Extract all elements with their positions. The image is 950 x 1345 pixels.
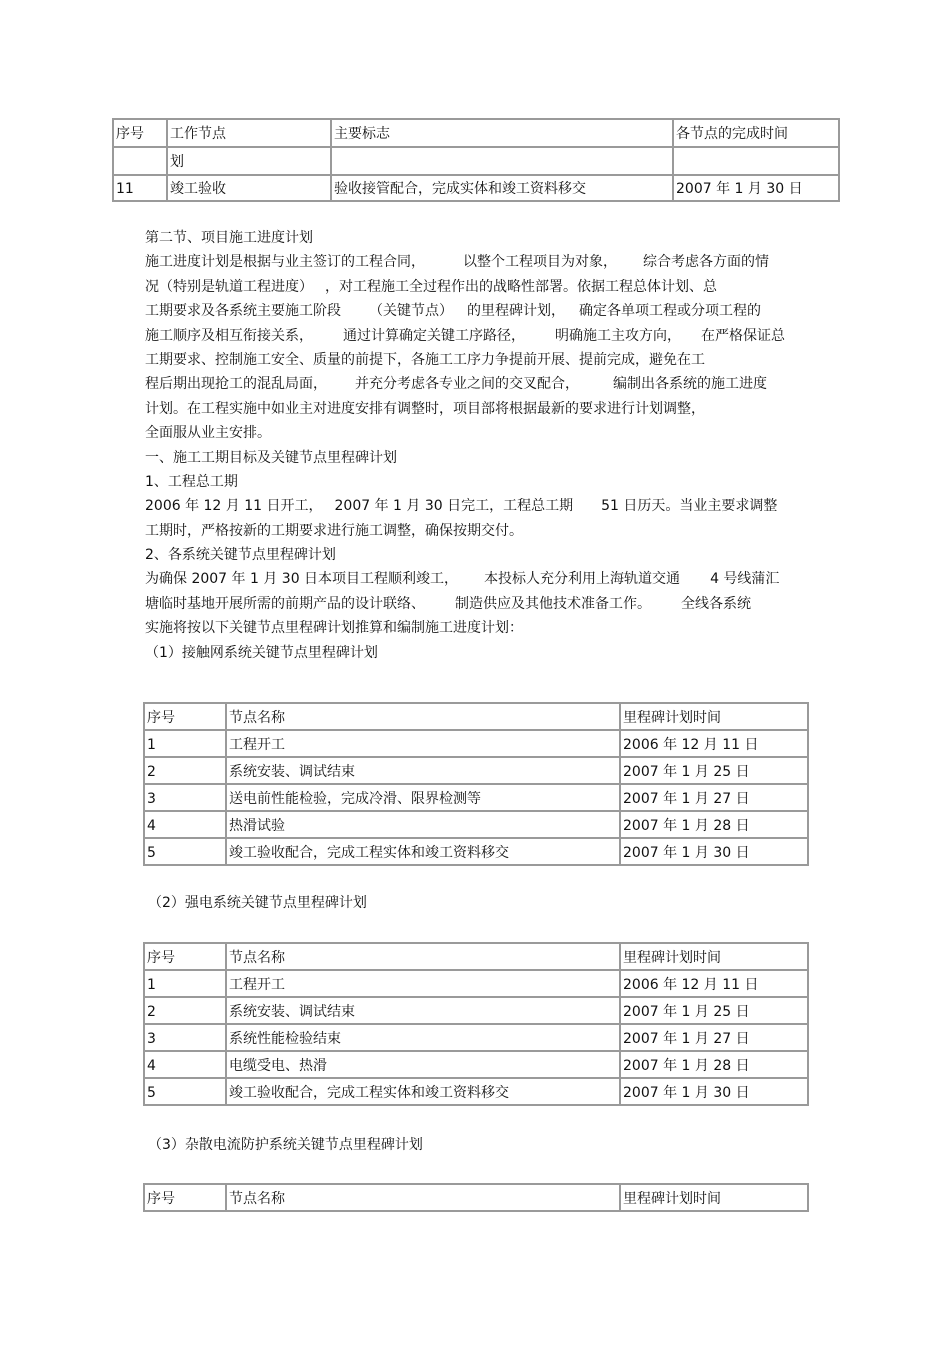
table-cell: 系统性能检验结束 (226, 1024, 620, 1051)
table-header-cell: 各节点的完成时间 (673, 119, 839, 147)
table-cell (331, 147, 673, 175)
heading: （3）杂散电流防护系统关键节点里程碑计划 (148, 1137, 423, 1153)
table-cell: 2007 年 1 月 25 日 (620, 757, 808, 784)
table-row (144, 757, 808, 784)
paragraph-line: 实施将按以下关键节点里程碑计划推算和编制施工进度计划： (145, 620, 523, 637)
table-cell: 2 (144, 757, 226, 784)
table-row (144, 811, 808, 838)
table-cell: 划 (167, 147, 331, 175)
table-row (144, 838, 808, 865)
paragraph-line: 程后期出现抢工的混乱局面， 并充分考虑各专业之间的交叉配合， 编制出各系统的施工进度 (145, 376, 767, 393)
table-row (144, 784, 808, 811)
table-header-cell: 序号 (113, 119, 167, 147)
section-body (145, 226, 815, 665)
top-table (112, 118, 840, 202)
table-header-cell: 节点名称 (226, 703, 620, 730)
paragraph-line: 工期时，严格按新的工期要求进行施工调整，确保按期交付。 (145, 522, 523, 539)
table-header-cell: 序号 (144, 943, 226, 970)
table-cell: 3 (144, 1024, 226, 1051)
table-cell: 1 (144, 970, 226, 997)
table-cell: 工程开工 (226, 970, 620, 997)
table-row (144, 997, 808, 1024)
table-cell: 2007 年 1 月 30 日 (620, 1078, 808, 1105)
table-row (113, 147, 839, 175)
paragraph-line: 施工进度计划是根据与业主签订的工程合同， 以整个工程项目为对象， 综合考虑各方面的情 (145, 254, 769, 271)
heading: 1、工程总工期 (145, 473, 238, 490)
table-cell: 3 (144, 784, 226, 811)
paragraph-line: 塘临时基地开展所需的前期产品的设计联络、 制造供应及其他技术准备工作。 全线各系统 (145, 595, 751, 612)
heading: （1）接触网系统关键节点里程碑计划 (145, 644, 378, 661)
table-header-cell: 节点名称 (226, 1184, 620, 1211)
table-cell: 2007 年 1 月 28 日 (620, 811, 808, 838)
table-cell: 2007 年 1 月 30 日 (673, 175, 839, 201)
table-cell: 2007 年 1 月 28 日 (620, 1051, 808, 1078)
paragraph-line: 计划。在工程实施中如业主对进度安排有调整时，项目部将根据最新的要求进行计划调整， (145, 400, 705, 417)
paragraph-line: 2006 年 12 月 11 日开工， 2007 年 1 月 30 日完工，工程总工期 51 日历天。当业主要求调整 (145, 498, 778, 515)
table-cell: 2007 年 1 月 25 日 (620, 997, 808, 1024)
table-header-cell: 里程碑计划时间 (620, 1184, 808, 1211)
table-row (144, 970, 808, 997)
table-header-row (144, 943, 808, 970)
table-row (144, 1024, 808, 1051)
table-cell: 热滑试验 (226, 811, 620, 838)
table-header-cell: 主要标志 (331, 119, 673, 147)
table-cell: 5 (144, 838, 226, 865)
table-cell: 2006 年 12 月 11 日 (620, 730, 808, 757)
table-row (144, 1078, 808, 1105)
table-cell: 2 (144, 997, 226, 1024)
table-row (113, 175, 839, 201)
table-cell: 竣工验收 (167, 175, 331, 201)
table-header-row (113, 119, 839, 147)
table-cell: 送电前性能检验，完成冷滑、限界检测等 (226, 784, 620, 811)
section-title: 第二节、项目施工进度计划 (145, 230, 313, 246)
heading: 一、施工工期目标及关键节点里程碑计划 (145, 449, 397, 466)
table-cell (673, 147, 839, 175)
table-row (144, 730, 808, 757)
table-cell: 工程开工 (226, 730, 620, 757)
table-cell: 验收接管配合，完成实体和竣工资料移交 (331, 175, 673, 201)
paragraph-line: 全面服从业主安排。 (145, 425, 271, 442)
table-cell: 1 (144, 730, 226, 757)
table-cell: 电缆受电、热滑 (226, 1051, 620, 1078)
table-cell: 11 (113, 175, 167, 201)
paragraph-line: 为确保 2007 年 1 月 30 日本项目工程顺利竣工， 本投标人充分利用上海轨道交通 4 号线蒲汇 (145, 571, 780, 588)
table-cell: 系统安装、调试结束 (226, 997, 620, 1024)
table-cell: 竣工验收配合，完成工程实体和竣工资料移交 (226, 838, 620, 865)
table-header-cell: 工作节点 (167, 119, 331, 147)
table-header-row (144, 703, 808, 730)
table-cell: 2007 年 1 月 30 日 (620, 838, 808, 865)
table-cell: 竣工验收配合，完成工程实体和竣工资料移交 (226, 1078, 620, 1105)
heading: 2、各系统关键节点里程碑计划 (145, 547, 336, 564)
table-header-cell: 序号 (144, 1184, 226, 1211)
milestone-table-stray-current (143, 1183, 809, 1212)
table-cell: 2006 年 12 月 11 日 (620, 970, 808, 997)
table-header-cell: 序号 (144, 703, 226, 730)
table-header-cell: 里程碑计划时间 (620, 943, 808, 970)
table-header-cell: 里程碑计划时间 (620, 703, 808, 730)
paragraph-line: 施工顺序及相互衔接关系， 通过计算确定关键工序路径， 明确施工主攻方向， 在严格保证总 (145, 327, 785, 344)
milestone-table-power (143, 942, 809, 1106)
heading: （2）强电系统关键节点里程碑计划 (148, 895, 367, 911)
table-cell: 2007 年 1 月 27 日 (620, 1024, 808, 1051)
table-cell: 2007 年 1 月 27 日 (620, 784, 808, 811)
table-header-cell: 节点名称 (226, 943, 620, 970)
table-header-row (144, 1184, 808, 1211)
paragraph-line: 工期要求及各系统主要施工阶段 （关键节点） 的里程碑计划， 确定各单项工程或分项工程的 (145, 303, 761, 320)
table-cell: 5 (144, 1078, 226, 1105)
table-row (144, 1051, 808, 1078)
table-cell (113, 147, 167, 175)
table-cell: 系统安装、调试结束 (226, 757, 620, 784)
paragraph-line: 工期要求、控制施工安全、质量的前提下，各施工工序力争提前开展、提前完成，避免在工 (145, 351, 705, 368)
table-cell: 4 (144, 811, 226, 838)
milestone-table-catenary (143, 702, 809, 866)
paragraph-line: 况（特别是轨道工程进度） ，对工程施工全过程作出的战略性部署。依据工程总体计划、总 (145, 278, 717, 295)
table-cell: 4 (144, 1051, 226, 1078)
